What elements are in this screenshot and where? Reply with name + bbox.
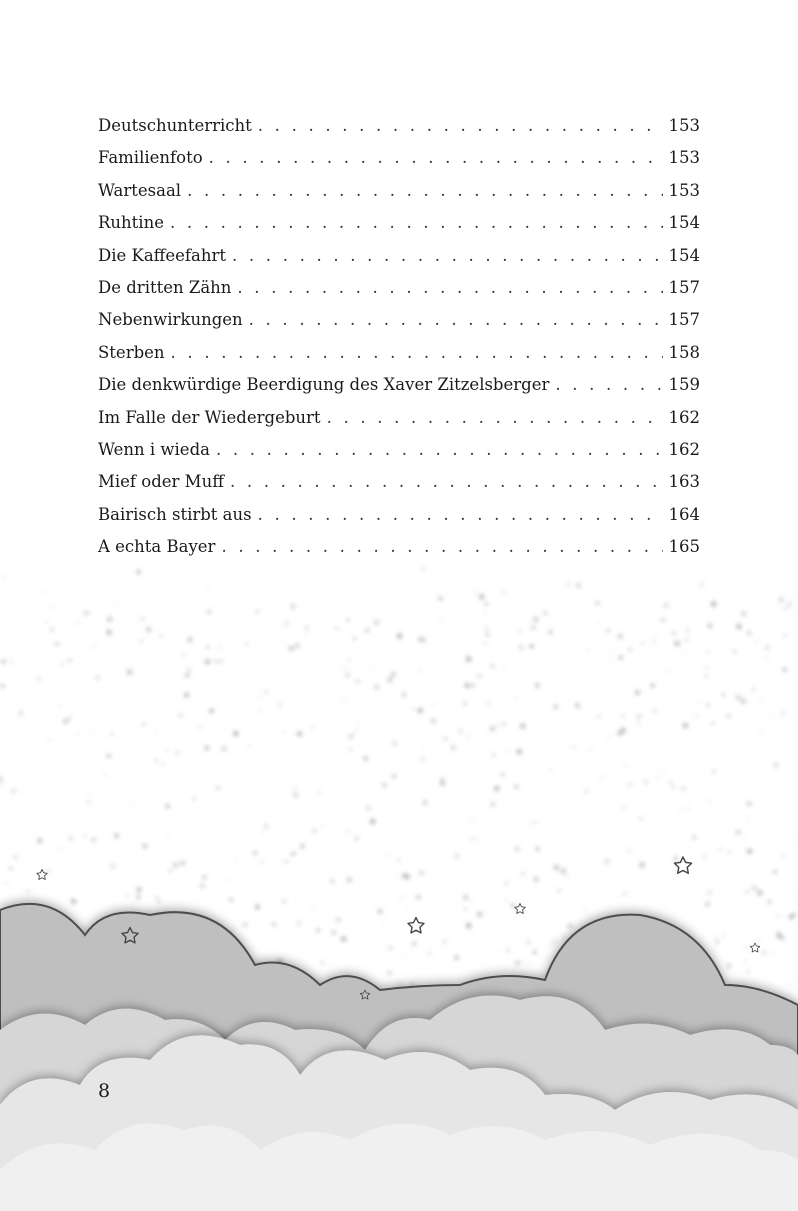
toc-entry[interactable] — [98, 466, 700, 498]
toc-entry[interactable] — [98, 337, 700, 369]
toc-leader-dots — [230, 466, 663, 498]
toc-leader-dots — [232, 240, 662, 272]
toc-entry[interactable] — [98, 402, 700, 434]
toc-entry-page: 159 — [668, 375, 700, 395]
toc-entry-title: Mief oder Muff — [98, 472, 224, 492]
toc-entry-page: 165 — [668, 537, 700, 557]
toc-entry-title: Die denkwürdige Beerdigung des Xaver Zitzelsberger — [98, 375, 550, 395]
toc-entry-title: Wenn i wieda — [98, 439, 210, 459]
toc-entry-title: Die Kaffeefahrt — [98, 245, 227, 265]
toc-entry-page: 157 — [668, 310, 700, 330]
toc-entry-page: 164 — [668, 504, 700, 524]
toc-leader-dots — [209, 142, 663, 174]
star-icon — [750, 943, 760, 952]
toc-leader-dots — [221, 531, 662, 563]
toc-leader-dots — [171, 337, 663, 369]
toc-leader-dots — [237, 272, 662, 304]
toc-entry[interactable] — [98, 207, 700, 239]
toc-leader-dots — [258, 110, 663, 142]
toc-entry-title: Bairisch stirbt aus — [98, 504, 252, 524]
toc-leader-dots — [187, 175, 662, 207]
toc-entry[interactable] — [98, 369, 700, 401]
star-icon — [515, 904, 525, 914]
toc-entry[interactable] — [98, 175, 700, 207]
toc-entry[interactable] — [98, 304, 700, 336]
toc-entry[interactable] — [98, 434, 700, 466]
table-of-contents — [98, 110, 700, 563]
page-number: 8 — [98, 1080, 111, 1102]
toc-entry[interactable] — [98, 272, 700, 304]
toc-entry-title: Nebenwirkungen — [98, 310, 243, 330]
toc-entry[interactable] — [98, 142, 700, 174]
toc-entry-title: Ruhtine — [98, 213, 164, 233]
toc-leader-dots — [249, 304, 663, 336]
toc-entry-page: 153 — [668, 148, 700, 168]
toc-entry-title: A echta Bayer — [98, 537, 216, 557]
toc-entry-page: 158 — [668, 342, 700, 362]
toc-entry[interactable] — [98, 110, 700, 142]
toc-entry[interactable] — [98, 240, 700, 272]
toc-entry-title: Im Falle der Wiedergeburt — [98, 407, 321, 427]
toc-entry-title: Sterben — [98, 342, 165, 362]
toc-entry-page: 162 — [668, 439, 700, 459]
toc-entry-title: Familienfoto — [98, 148, 203, 168]
toc-entry[interactable] — [98, 499, 700, 531]
toc-leader-dots — [170, 207, 663, 239]
toc-entry-page: 153 — [668, 180, 700, 200]
toc-entry[interactable] — [98, 531, 700, 563]
toc-entry-page: 157 — [668, 277, 700, 297]
toc-leader-dots — [327, 402, 663, 434]
toc-entry-page: 154 — [668, 245, 700, 265]
toc-entry-title: Deutschunterricht — [98, 116, 252, 135]
toc-entry-page: 153 — [668, 116, 700, 135]
star-icon — [37, 870, 47, 880]
toc-entry-title: Wartesaal — [98, 180, 182, 200]
toc-entry-page: 162 — [668, 407, 700, 427]
star-icon — [408, 918, 424, 933]
toc-entry-page: 154 — [668, 213, 700, 233]
toc-leader-dots — [555, 369, 662, 401]
toc-leader-dots — [258, 499, 663, 531]
toc-entry-page: 163 — [668, 472, 700, 492]
toc-leader-dots — [216, 434, 663, 466]
toc-entry-title: De dritten Zähn — [98, 277, 232, 297]
